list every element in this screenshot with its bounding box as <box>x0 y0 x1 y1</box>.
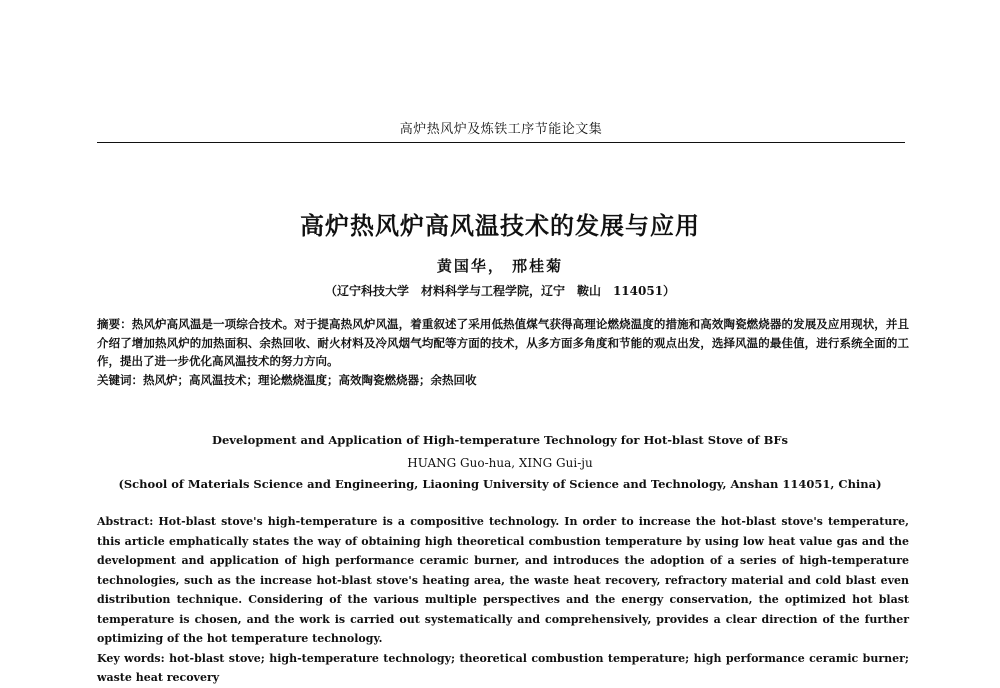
running-header: 高炉热风炉及炼铁工序节能论文集 <box>399 122 603 137</box>
header-rule <box>97 142 905 143</box>
cn-authors: 黄国华， 邢桂菊 <box>436 257 564 275</box>
cn-affiliation: （辽宁科技大学 材料科学与工程学院，辽宁 鞍山 114051） <box>324 284 676 298</box>
en-abstract-text: Hot-blast stove's high-temperature is a compositive technology. In order to increase the hot-blast stove's temperature, this article emphatically states the way of obtaining high theoretical combustion temperature by using low heat value gas and the development and application of high performance ceramic burner, and introduces the adoption of a series of high-temperature technologies, such as the increase hot-blast stove's heating area, the waste heat recovery, refractory material and cold blast even distribution technique. Considering of the various multiple perspectives and the energy conservation, the optimized hot blast temperature is chosen, and the work is carried out systematically and comprehensively, provides a clear direction of the further optimizing of the hot temperature technology. <box>97 515 909 645</box>
en-abstract-block <box>97 512 909 688</box>
cn-keywords <box>97 371 909 390</box>
cn-keywords-label: 关键词： <box>97 372 143 387</box>
cn-abstract <box>97 315 909 371</box>
en-keywords-label: Key words: <box>97 651 165 665</box>
en-title: Development and Application of High-temperature Technology for Hot-blast Stove of BFs <box>212 433 788 447</box>
cn-abstract-text: 热风炉高风温是一项综合技术。对于提高热风炉风温，着重叙述了采用低热值煤气获得高理论燃烧温度的措施和高效陶瓷燃烧器的发展及应用现状，并且介绍了增加热风炉的加热面积、余热回收、耐火材料及冷风烟气均配等方面的技术，从多方面多角度和节能的观点出发，选择风温的最佳值，进行系统全面的工作，提出了进一步优化高风温技术的努力方向。 <box>97 317 909 368</box>
en-authors: HUANG Guo-hua, XING Gui-ju <box>407 456 593 470</box>
cn-title: 高炉热风炉高风温技术的发展与应用 <box>300 211 700 240</box>
cn-abstract-block <box>97 315 909 389</box>
cn-keywords-text: 热风炉；高风温技术；理论燃烧温度；高效陶瓷燃烧器；余热回收 <box>143 372 477 387</box>
en-keywords-text: hot-blast stove; high-temperature technology; theoretical combustion temperature; high performance ceramic burner; waste heat recovery <box>97 651 909 684</box>
en-abstract-label: Abstract: <box>97 515 154 528</box>
cn-abstract-label: 摘要： <box>97 317 132 331</box>
en-affiliation: (School of Materials Science and Engineering, Liaoning University of Science and Technology, Anshan 114051, China) <box>118 477 882 491</box>
